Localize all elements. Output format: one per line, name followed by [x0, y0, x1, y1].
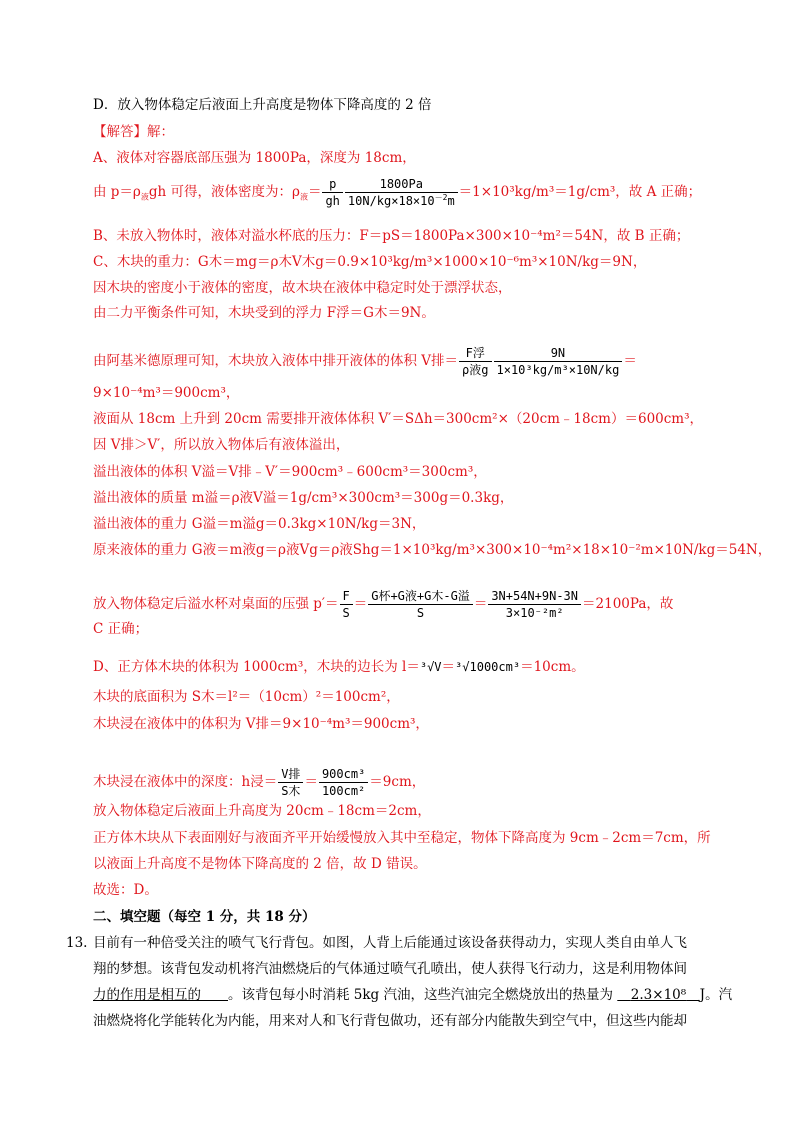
- numerator: 1800Pa: [345, 176, 458, 193]
- question-number: 13.: [66, 935, 88, 951]
- answer-blank: [617, 987, 699, 1003]
- fraction: [322, 176, 342, 209]
- solution-line: 原来液体的重力 G液＝m液g＝ρ液Vg＝ρ液Shg＝1×10³kg/m³×300×10⁻⁴m²×18×10⁻²m×10N/kg＝54N，: [93, 542, 772, 558]
- solution-heading: 【解答】解：: [93, 124, 174, 140]
- solution-line: 正方体木块从下表面刚好与液面齐平开始缓慢放入其中至稳定，物体下降高度为 9cm﹣2cm＝7cm，所: [93, 830, 711, 846]
- numerator: V排: [278, 766, 303, 783]
- den-text: 10N/kg×18×10: [347, 194, 435, 208]
- option-d: D．放入物体稳定后液面上升高度是物体下降高度的 2 倍: [93, 97, 432, 113]
- denominator: 100cm²: [321, 784, 366, 798]
- cube-root: ³√V: [419, 660, 442, 674]
- text: 放入物体稳定后溢水杯对桌面的压强 p′＝: [93, 596, 339, 612]
- solution-line: 因 V排＞V′，所以放入物体后有液体溢出，: [93, 437, 350, 453]
- text: 。该背包每小时消耗 5kg 汽油，这些汽油完全燃烧放出的热量为: [228, 987, 613, 1003]
- solution-line: 木块的底面积为 S木＝l²＝（10cm）²＝100cm²，: [93, 689, 400, 705]
- fraction: [459, 345, 491, 378]
- subscript: 液: [140, 192, 149, 202]
- solution-line: 放入物体稳定后液面上升高度为 20cm﹣18cm＝2cm，: [93, 803, 431, 819]
- numerator: 9N: [494, 345, 623, 362]
- denominator: S: [416, 606, 425, 620]
- solution-line: 因木块的密度小于液体的密度，故木块在液体中稳定时处于漂浮状态，: [93, 280, 512, 296]
- question-text: 翔的梦想。该背包发动机将汽油燃烧后的气体通过喷气孔喷出，使人获得飞行动力，这是利用物体间: [93, 961, 687, 977]
- numerator: 900cm³: [319, 766, 368, 783]
- fraction: [319, 766, 368, 799]
- solution-line: 溢出液体的质量 m溢＝ρ液V溢＝1g/cm³×300cm³＝300g＝0.3kg，: [93, 490, 514, 506]
- question-text: 目前有一种倍受关注的喷气飞行背包。如图，人背上后能通过该设备获得动力，实现人类自由单人飞: [93, 935, 687, 951]
- text: ＝: [473, 596, 488, 612]
- text: J。汽: [699, 987, 733, 1003]
- numerator: 3N+54N+9N-3N: [488, 588, 581, 605]
- numerator: G杯+G液+G木-G溢: [368, 588, 473, 605]
- fraction: [488, 588, 581, 621]
- text: ＝: [304, 774, 318, 790]
- numerator: F: [340, 588, 353, 605]
- numerator: F浮: [459, 345, 491, 362]
- question-text: 油燃烧将化学能转化为内能，用来对人和飞行背包做功，还有部分内能散失到空气中，但这些内能却: [93, 1013, 687, 1029]
- solution-line: 木块浸在液体中的体积为 V排＝9×10⁻⁴m³＝900cm³，: [93, 716, 429, 732]
- cube-root: ³√1000cm³: [455, 660, 521, 674]
- denominator: ρ液g: [462, 363, 489, 377]
- solution-line-formula-density: [93, 176, 701, 209]
- solution-line: 9×10⁻⁴m³＝900cm³，: [93, 385, 240, 401]
- solution-line: 溢出液体的重力 G溢＝m溢g＝0.3kg×10N/kg＝3N，: [93, 516, 426, 532]
- question-text-with-answers: [93, 986, 732, 1004]
- denominator: gh: [325, 194, 340, 208]
- text: ＝: [307, 184, 322, 200]
- denominator: 1×10³kg/m³×10N/kg: [496, 363, 620, 377]
- solution-line-formula-cube-root: [93, 658, 585, 676]
- blank-space: [201, 987, 228, 1003]
- section-title: 二、填空题（每空 1 分，共 18 分）: [93, 909, 316, 925]
- answer-value: 2.3×10⁸: [630, 987, 687, 1003]
- text: ＝: [353, 596, 368, 612]
- exponent: －2: [434, 193, 448, 202]
- denominator: S木: [281, 784, 301, 798]
- solution-line: C 正确；: [93, 621, 149, 637]
- solution-line-formula-depth: [93, 766, 425, 799]
- solution-line: C、木块的重力：G木＝mg＝ρ木V木g＝0.9×10³kg/m³×1000×10⁻⁶m³×10N/kg＝9N，: [93, 254, 647, 270]
- numerator: p: [322, 176, 342, 193]
- text: ＝2100Pa，故: [582, 596, 674, 612]
- solution-line: B、未放入物体时，液体对溢水杯底的压力：F＝pS＝1800Pa×300×10⁻⁴m²＝54N，故 B 正确；: [93, 228, 690, 244]
- text: 由阿基米德原理可知，木块放入液体中排开液体的体积 V排＝: [93, 353, 459, 369]
- solution-line-formula-pressure: [93, 588, 673, 621]
- den-unit: m: [447, 194, 455, 208]
- text: ＝: [623, 353, 637, 369]
- fraction: [345, 176, 458, 209]
- text: 木块浸在液体中的深度：h浸＝: [93, 774, 278, 790]
- solution-line: 溢出液体的体积 V溢＝V排﹣V′＝900cm³﹣600cm³＝300cm³，: [93, 464, 487, 480]
- answer-blank: 力的作用是相互的: [93, 987, 201, 1003]
- solution-line: 由二力平衡条件可知，木块受到的浮力 F浮＝G木＝9N。: [93, 305, 435, 321]
- fraction: [340, 588, 353, 621]
- solution-line: 液面从 18cm 上升到 20cm 需要排开液体体积 V′＝SΔh＝300cm²×（20cm﹣18cm）＝600cm³，: [93, 411, 704, 427]
- text: gh 可得，液体密度为：ρ: [148, 184, 300, 200]
- solution-line: A、液体对容器底部压强为 1800Pa，深度为 18cm，: [93, 150, 416, 166]
- denominator: 3×10⁻²m²: [505, 606, 564, 620]
- denominator: [345, 193, 458, 209]
- subscript: 液: [299, 192, 308, 202]
- fraction: [368, 588, 473, 621]
- fraction: [278, 766, 303, 799]
- text: ＝1×10³kg/m³＝1g/cm³，故 A 正确；: [458, 184, 702, 200]
- text: ＝10cm。: [520, 659, 585, 675]
- text: ＝: [441, 659, 456, 675]
- denominator: S: [342, 606, 350, 620]
- solution-line: 故选：D。: [93, 882, 158, 898]
- text: 由 p＝ρ: [93, 184, 141, 200]
- solution-line-formula-volume: [93, 345, 637, 378]
- solution-line: 以液面上升高度不是物体下降高度的 2 倍，故 D 错误。: [93, 856, 427, 872]
- text: ＝9cm，: [369, 774, 426, 790]
- fraction: [494, 345, 623, 378]
- text: D、正方体木块的体积为 1000cm³，木块的边长为 l＝: [93, 659, 420, 675]
